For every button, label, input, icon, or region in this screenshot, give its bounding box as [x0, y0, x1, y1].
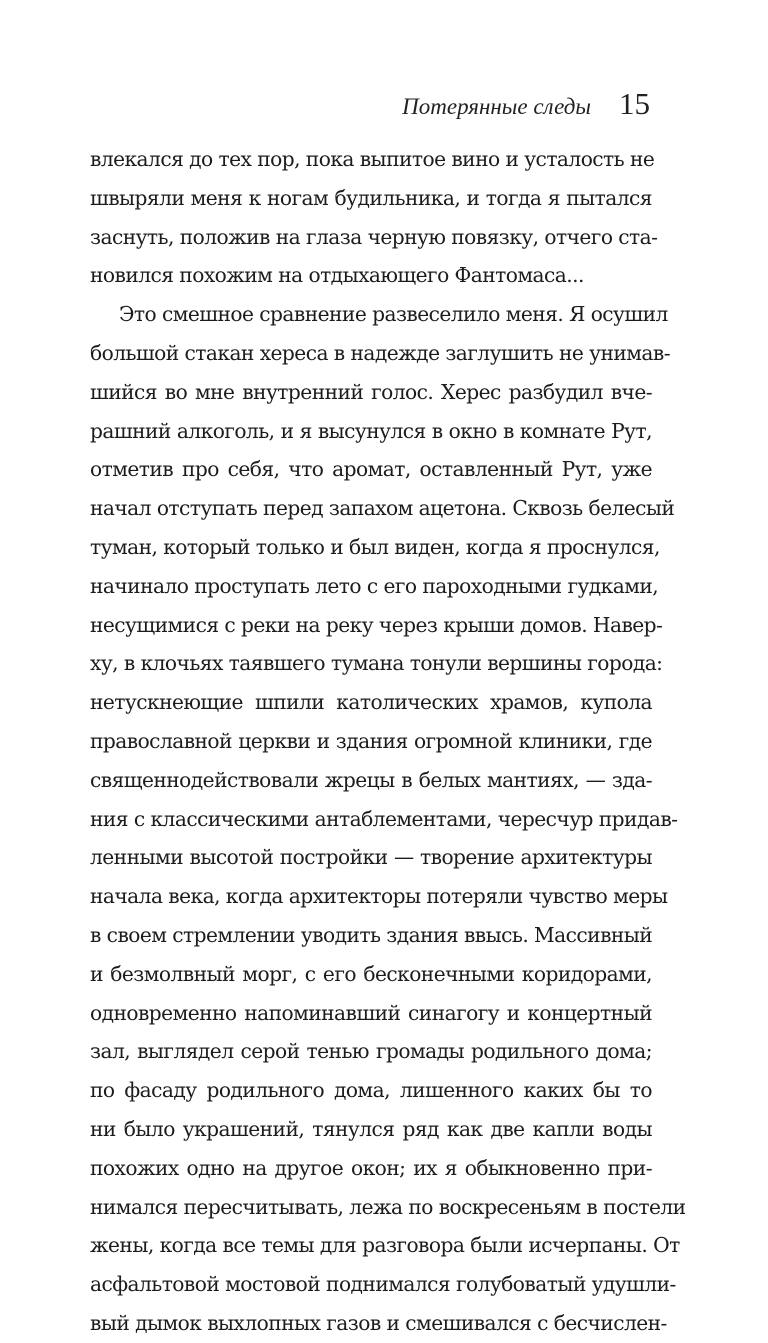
- text-line: влекался до тех пор, пока выпитое вино и усталость не: [90, 147, 655, 171]
- text-line: зал, выглядел серой тенью громады родильного дома;: [90, 1039, 652, 1064]
- text-line: туман, который только и был виден, когда я проснулся,: [90, 534, 660, 559]
- text-line: ни было украшений, тянулся ряд как две капли воды: [90, 1116, 652, 1141]
- paragraph: [90, 140, 658, 295]
- text-line: начал отступать перед запахом ацетона. Сквозь белесый: [90, 496, 675, 521]
- text-line: начала века, когда архитекторы потеряли чувство меры: [90, 884, 668, 909]
- text-line: Это смешное сравнение развеселило меня. Я осушил: [119, 302, 668, 327]
- text-line: швыряли меня к ногам будильника, и тогда я пытался: [90, 185, 652, 210]
- text-line: большой стакан хереса в надежде заглушить не унимав-: [90, 340, 670, 365]
- text-line: рашний алкоголь, и я высунулся в окно в комнате Рут,: [90, 418, 652, 443]
- text-line: ния с классическими антаблементами, чересчур придав-: [90, 806, 678, 831]
- text-line: начинало проступать лето с его пароходными гудками,: [90, 573, 659, 598]
- text-line: новился похожим на отдыхающего Фантомаса...: [90, 263, 584, 288]
- text-line: и безмолвный морг, с его бесконечными коридорами,: [90, 961, 652, 986]
- running-title: Потерянные следы: [402, 94, 591, 119]
- text-line: нимался пересчитывать, лежа по воскресеньям в постели: [90, 1194, 686, 1219]
- running-head: [402, 86, 650, 122]
- text-line: нетускнеющие шпили католических храмов, купола: [90, 690, 652, 715]
- text-line: ленными высотой постройки — творение архитектуры: [90, 845, 652, 870]
- text-line: вый дымок выхлопных газов и смешивался с бесчислен-: [90, 1310, 667, 1335]
- text-line: заснуть, положив на глаза черную повязку, отчего ста-: [90, 224, 658, 249]
- text-line: шийся во мне внутренний голос. Херес разбудил вче-: [90, 379, 652, 404]
- text-line: православной церкви и здания огромной клиники, где: [90, 728, 652, 753]
- text-line: священнодействовали жрецы в белых мантиях, — зда-: [90, 767, 652, 792]
- text-line: в своем стремлении уводить здания ввысь. Массивный: [90, 922, 653, 947]
- body-text: [90, 140, 686, 1343]
- text-line: по фасаду родильного дома, лишенного каких бы то: [90, 1078, 652, 1103]
- paragraph: [90, 295, 686, 1343]
- text-line: несущимися с реки на реку через крыши домов. Навер-: [90, 612, 663, 637]
- text-line: ху, в клочьях таявшего тумана тонули вершины города:: [90, 651, 663, 676]
- text-line: одновременно напоминавший синагогу и концертный: [90, 1000, 652, 1025]
- page-number: 15: [619, 86, 650, 121]
- text-line: жены, когда все темы для разговора были исчерпаны. От: [90, 1233, 680, 1258]
- text-line: отметив про себя, что аромат, оставленный Рут, уже: [90, 457, 652, 482]
- text-line: асфальтовой мостовой поднимался голубоватый удушли-: [90, 1272, 676, 1297]
- text-line: похожих одно на другое окон; их я обыкновенно при-: [90, 1155, 652, 1180]
